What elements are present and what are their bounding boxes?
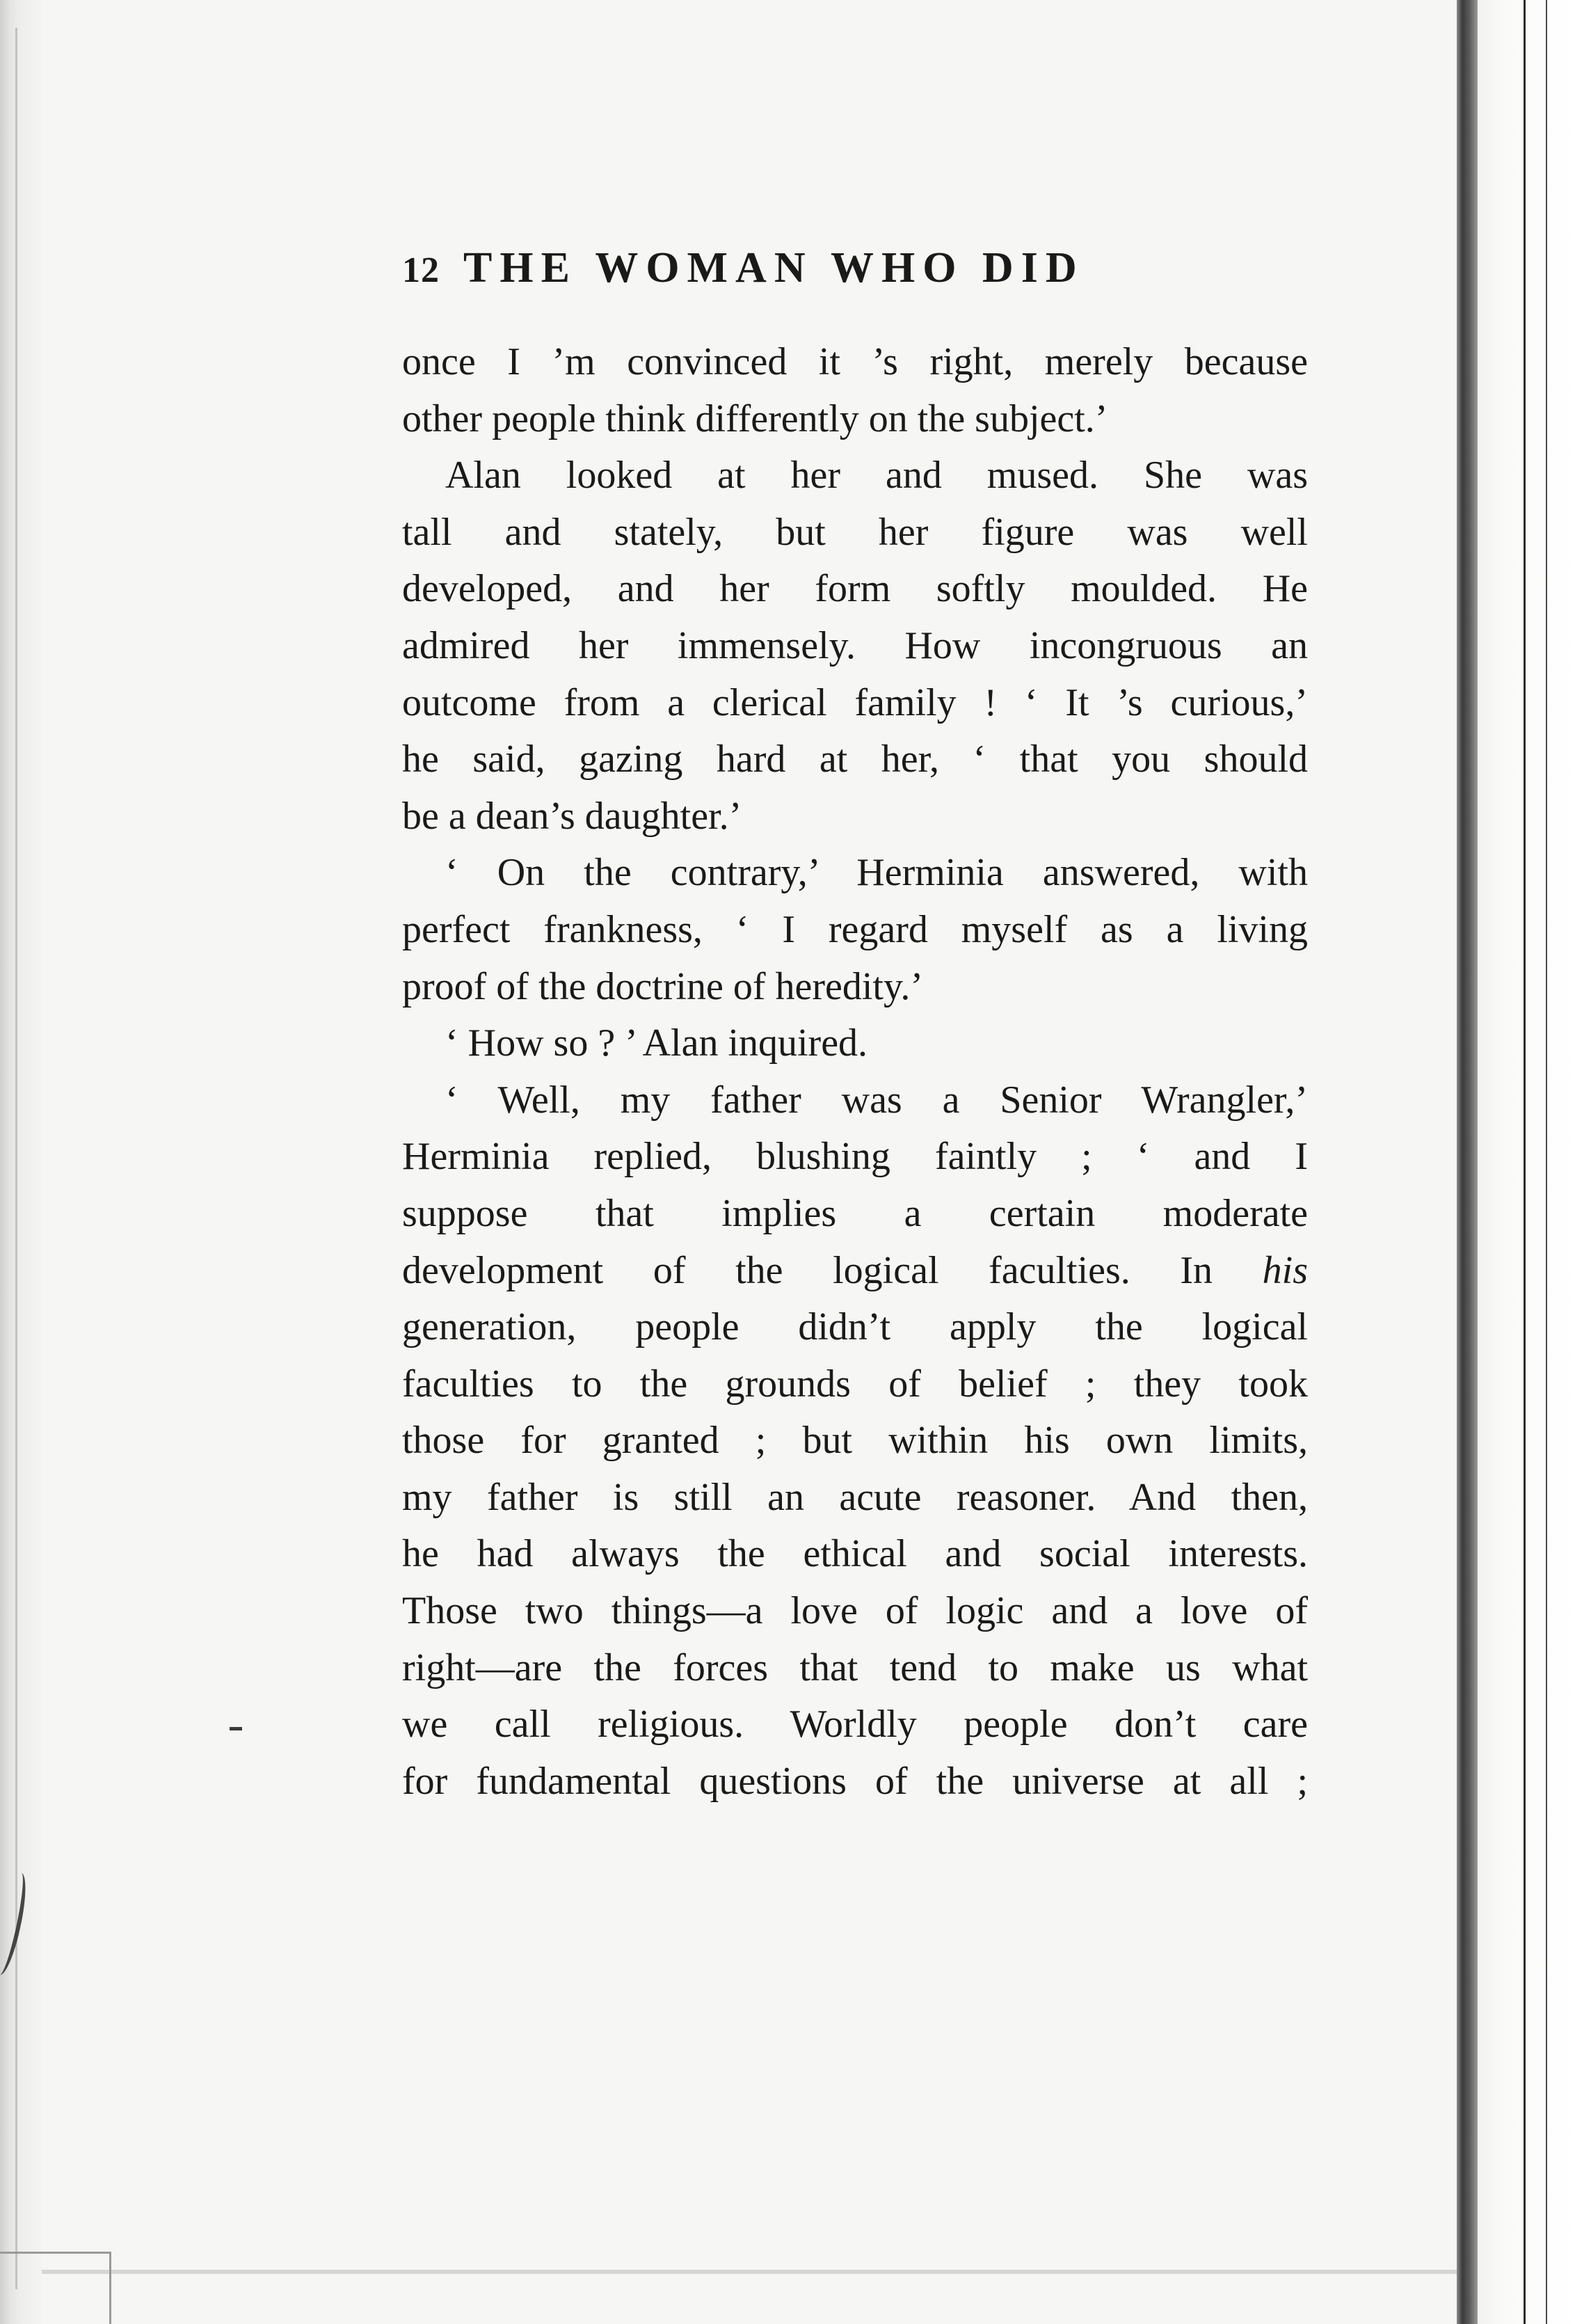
text-line: other people think differently on the subject.’ (402, 397, 1108, 440)
text-line (402, 1243, 1308, 1300)
running-title: THE WOMAN WHO DID (463, 244, 1085, 292)
corner-fold-mark (0, 2252, 111, 2324)
text-line: right—are the forces that tend to make us what (402, 1646, 1308, 1689)
text-line: tall and stately, but her figure was well (402, 510, 1308, 554)
right-binding-edge (1457, 0, 1478, 2324)
text-line: Herminia replied, blushing faintly ; ‘ and I (402, 1135, 1308, 1179)
right-scan-margin (1478, 0, 1575, 2324)
left-scan-edge (0, 0, 42, 2324)
right-edge-line-outer (1546, 0, 1547, 2324)
text-line: he had always the ethical and social interests. (402, 1532, 1308, 1576)
text-line: perfect frankness, ‘ I regard myself as a living (402, 907, 1308, 951)
text-line: for fundamental questions of the universe at all ; (402, 1759, 1308, 1803)
running-header (402, 244, 1308, 306)
margin-dash-mark (230, 1727, 242, 1730)
text-line: he said, gazing hard at her, ‘ that you should (402, 738, 1308, 781)
text-line: proof of the doctrine of heredity.’ (402, 964, 923, 1008)
right-edge-line (1524, 0, 1526, 2324)
text-line: we call religious. Worldly people don’t care (402, 1703, 1308, 1746)
text-line: Alan looked at her and mused. She was (445, 454, 1308, 498)
text-segment: development of the logical faculties. In (402, 1248, 1263, 1292)
text-line: once I ’m convinced it ’s right, merely because (402, 340, 1308, 383)
text-line: ‘ How so ? ’ Alan inquired. (445, 1021, 868, 1065)
text-line: developed, and her form softly moulded. He (402, 567, 1308, 611)
text-line: admired her immensely. How incongruous an (402, 623, 1308, 667)
text-line: be a dean’s daughter.’ (402, 794, 742, 838)
text-line: generation, people didn’t apply the logical (402, 1305, 1308, 1349)
left-edge-line (15, 28, 17, 2289)
text-line: faculties to the grounds of belief ; they took (402, 1362, 1308, 1406)
body-text (402, 334, 1308, 1810)
text-line: my father is still an acute reasoner. And then, (402, 1475, 1308, 1519)
text-line: Those two things—a love of logic and a love of (402, 1589, 1308, 1633)
italic-word: his (1262, 1248, 1308, 1292)
text-line: ‘ Well, my father was a Senior Wrangler,’ (445, 1078, 1308, 1122)
text-line: suppose that implies a certain moderate (402, 1191, 1308, 1235)
text-line: outcome from a clerical family ! ‘ It ’s curious,’ (402, 681, 1308, 724)
bottom-scan-edge (42, 2270, 1457, 2274)
text-line: ‘ On the contrary,’ Herminia answered, with (445, 851, 1308, 895)
page-number: 12 (402, 250, 440, 290)
book-page (402, 244, 1308, 1810)
text-line: those for granted ; but within his own limits, (402, 1419, 1308, 1463)
